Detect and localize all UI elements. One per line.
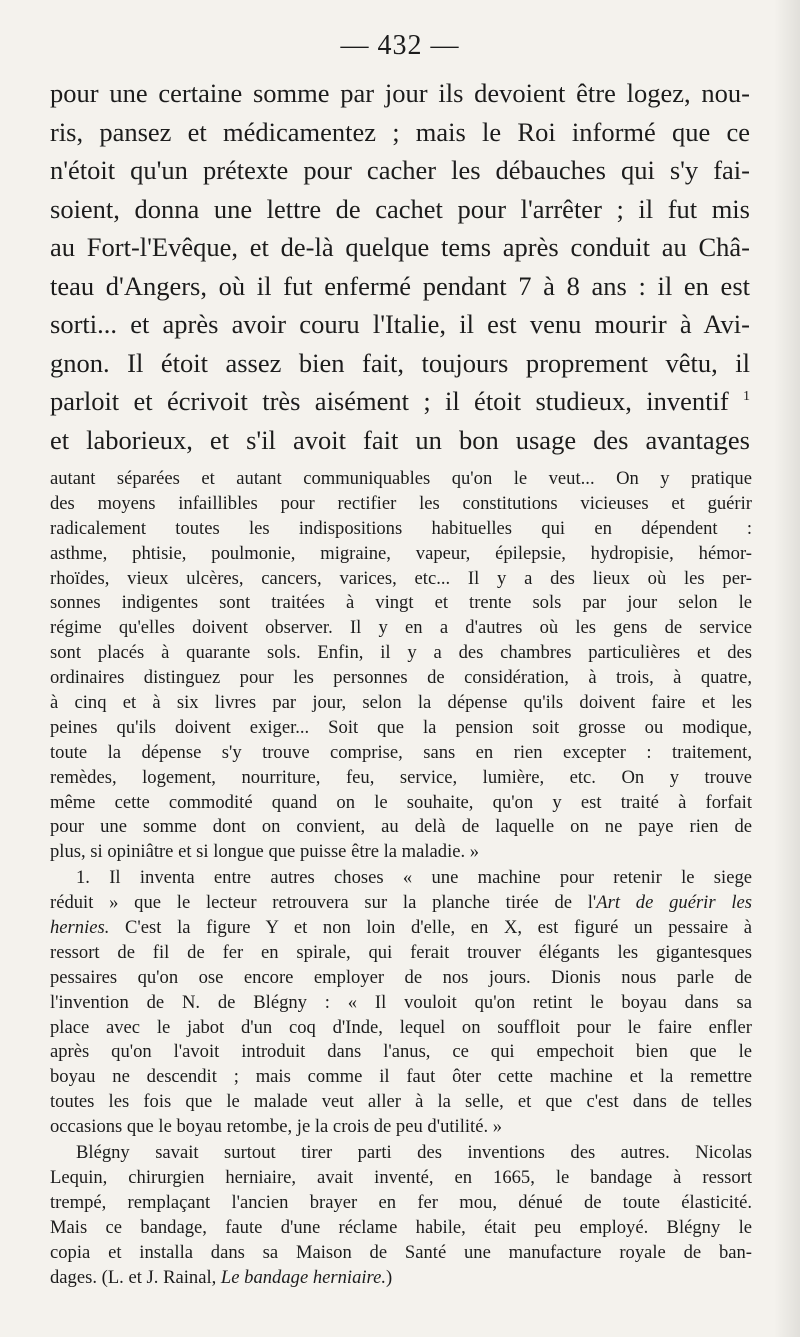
note-line: toutes les fois que le malade veut aller à la selle, et que c'est dans de telles (50, 1091, 752, 1113)
note-line: ordinaires distinguez pour les personnes de considération, à trois, à quatre, (50, 667, 752, 689)
note-text: réduit » que le lecteur retrouvera sur la planche tirée de l' (50, 892, 597, 914)
footnote-1-continued (50, 1141, 752, 1290)
note-text: ) (386, 1266, 393, 1288)
note-line (50, 1266, 752, 1291)
note-line: même cette commodité quand on le souhaite, qu'on y est traité à forfait (50, 791, 752, 813)
book-title: Art de guérir les (596, 892, 752, 914)
footnote-1 (50, 866, 752, 1140)
note-line: plus, si opiniâtre et si longue que puisse être la maladie. » (50, 841, 480, 863)
book-title: Le bandage herniaire. (220, 1266, 387, 1288)
page-number: — 432 — (340, 30, 460, 61)
note-line: rhoïdes, vieux ulcères, cancers, varices, etc... Il y a des lieux où les per- (50, 567, 752, 589)
note-line: 1. Il inventa entre autres choses « une machine pour retenir le siege (76, 867, 752, 889)
note-line: copia et installa dans sa Maison de Santé une manufacture royale de ban- (50, 1241, 752, 1263)
main-line-with-footnote (50, 382, 750, 421)
book-title: hernies. (50, 917, 110, 939)
note-line: occasions que le boyau retombe, je la crois de peu d'utilité. » (50, 1116, 503, 1138)
main-line: sorti... et après avoir couru l'Italie, il est venu mourir à Avi- (50, 309, 750, 339)
note-line: trempé, remplaçant l'ancien brayer en fer mou, dénué de toute élasticité. (50, 1191, 752, 1213)
note-line: ressort de fil de fer en spirale, qui ferait trouver élégants les gigantesques (50, 941, 752, 963)
main-line: n'étoit qu'un prétexte pour cacher les débauches qui s'y fai- (50, 155, 750, 185)
note-line: pour une somme dont on convient, au delà de laquelle on ne paye rien de (50, 816, 752, 838)
note-text: dages. (L. et J. Rainal, (50, 1266, 221, 1288)
note-line: autant séparées et autant communiquables qu'on le veut... On y pratique (50, 468, 752, 489)
note-line: l'invention de N. de Blégny : « Il vouloit qu'on retint le boyau dans sa (50, 991, 752, 1013)
page-gutter-shadow (774, 0, 800, 1337)
note-line (50, 891, 752, 916)
main-line: et laborieux, et s'il avoit fait un bon usage des avantages (50, 424, 750, 455)
note-line: régime qu'elles doivent observer. Il y en a d'autres où les gens de service (50, 617, 752, 639)
note-line: asthme, phtisie, poulmonie, migraine, vapeur, épilepsie, hydropisie, hémor- (50, 542, 752, 564)
main-text (50, 74, 750, 459)
note-line: sonnes indigentes sont traitées à vingt et trente sols par jour selon le (50, 592, 752, 614)
note-line: sont placés à quarante sols. Enfin, il y a des chambres particulières et des (50, 642, 752, 664)
note-line: remèdes, logement, nourriture, feu, service, lumière, etc. On y trouve (50, 766, 752, 788)
note-line: pessaires qu'on ose encore employer de nos jours. Dionis nous parle de (50, 966, 752, 988)
footnotes (50, 467, 752, 1290)
note-line: Mais ce bandage, faute d'une réclame habile, était peu employé. Blégny le (50, 1216, 752, 1238)
note-text: C'est la figure Y et non loin d'elle, en X, est figuré un pessaire à (109, 917, 752, 939)
main-line-text: parloit et écrivoit très aisément ; il étoit studieux, inventif (50, 386, 729, 416)
main-line: teau d'Angers, où il fut enfermé pendant 7 à 8 ans : il en est (50, 270, 750, 301)
footnote-continuation (50, 467, 752, 865)
main-line: gnon. Il étoit assez bien fait, toujours proprement vêtu, il (50, 347, 750, 378)
footnote-marker: 1 (743, 389, 750, 405)
note-line: après qu'on l'avoit introduit dans l'anus, ce qui empechoit bien que le (50, 1041, 752, 1063)
note-line: peines qu'ils doivent exiger... Soit que la pension soit grosse ou modique, (50, 716, 752, 738)
note-line: radicalement toutes les indispositions habituelles qui en dépendent : (50, 517, 752, 539)
note-line: boyau ne descendit ; mais comme il faut ôter cette machine et la remettre (50, 1066, 752, 1088)
note-line: place avec le jabot d'un coq d'Inde, lequel on souffloit pour le faire enfler (50, 1016, 752, 1038)
main-line: au Fort-l'Evêque, et de-là quelque tems après conduit au Châ- (50, 232, 750, 262)
note-line: des moyens infaillibles pour rectifier les constitutions vicieuses et guérir (50, 492, 752, 514)
note-line: Blégny savait surtout tirer parti des inventions des autres. Nicolas (76, 1142, 752, 1164)
note-line: toute la dépense s'y trouve comprise, sans en rien excepter : traitement, (50, 741, 752, 763)
note-line: à cinq et à six livres par jour, selon la dépense qu'ils doivent faire et les (50, 692, 752, 714)
main-line: soient, donna une lettre de cachet pour l'arrêter ; il fut mis (50, 193, 750, 224)
main-line: pour une certaine somme par jour ils devoient être logez, nou- (50, 78, 750, 108)
note-line (50, 916, 752, 941)
note-line: Lequin, chirurgien herniaire, avait inventé, en 1665, le bandage à ressort (50, 1166, 752, 1188)
main-line: ris, pansez et médicamentez ; mais le Roi informé que ce (50, 116, 750, 147)
